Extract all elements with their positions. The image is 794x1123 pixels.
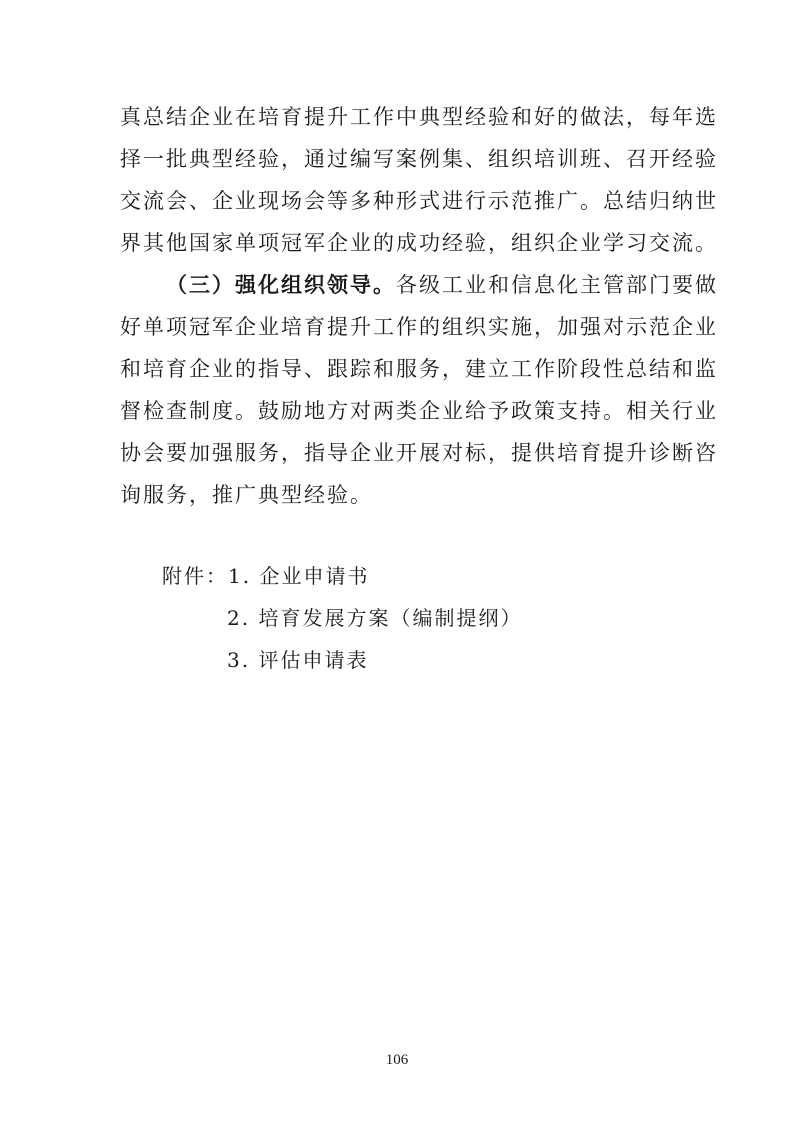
attachment-item: 2. 培育发展方案（编制提纲） [227, 606, 523, 630]
page-number: 106 [385, 1052, 409, 1068]
attachments-list [162, 555, 522, 681]
paragraph-line: 界其他国家单项冠军企业的成功经验，组织企业学习交流。 [120, 231, 718, 255]
paragraph-line: 真总结企业在培育提升工作中典型经验和好的做法，每年选 [120, 105, 718, 129]
paragraph-line: 和培育企业的指导、跟踪和服务，建立工作阶段性总结和监 [120, 357, 718, 381]
attachments-label: 附件： [162, 564, 228, 588]
paragraph-line: 询服务，推广典型经验。 [120, 483, 373, 507]
paragraph-line: 督检查制度。鼓励地方对两类企业给予政策支持。相关行业 [120, 399, 718, 423]
attachment-item: 3. 评估申请表 [227, 648, 369, 672]
paragraph-line: 好单项冠军企业培育提升工作的组织实施，加强对示范企业 [120, 315, 718, 339]
attachment-item: 附件：1. 企业申请书 [162, 564, 370, 588]
paragraph-line: 协会要加强服务，指导企业开展对标，提供培育提升诊断咨 [120, 441, 718, 465]
body-text [120, 96, 718, 516]
section-3-heading: （三）强化组织领导。 [166, 273, 396, 297]
section-3-text: 各级工业和信息化主管部门要做 [396, 273, 718, 297]
paragraph-line: 交流会、企业现场会等多种形式进行示范推广。总结归纳世 [120, 189, 718, 213]
paragraph-line: 择一批典型经验，通过编写案例集、组织培训班、召开经验 [120, 147, 718, 171]
section-3-first-line [120, 264, 718, 306]
